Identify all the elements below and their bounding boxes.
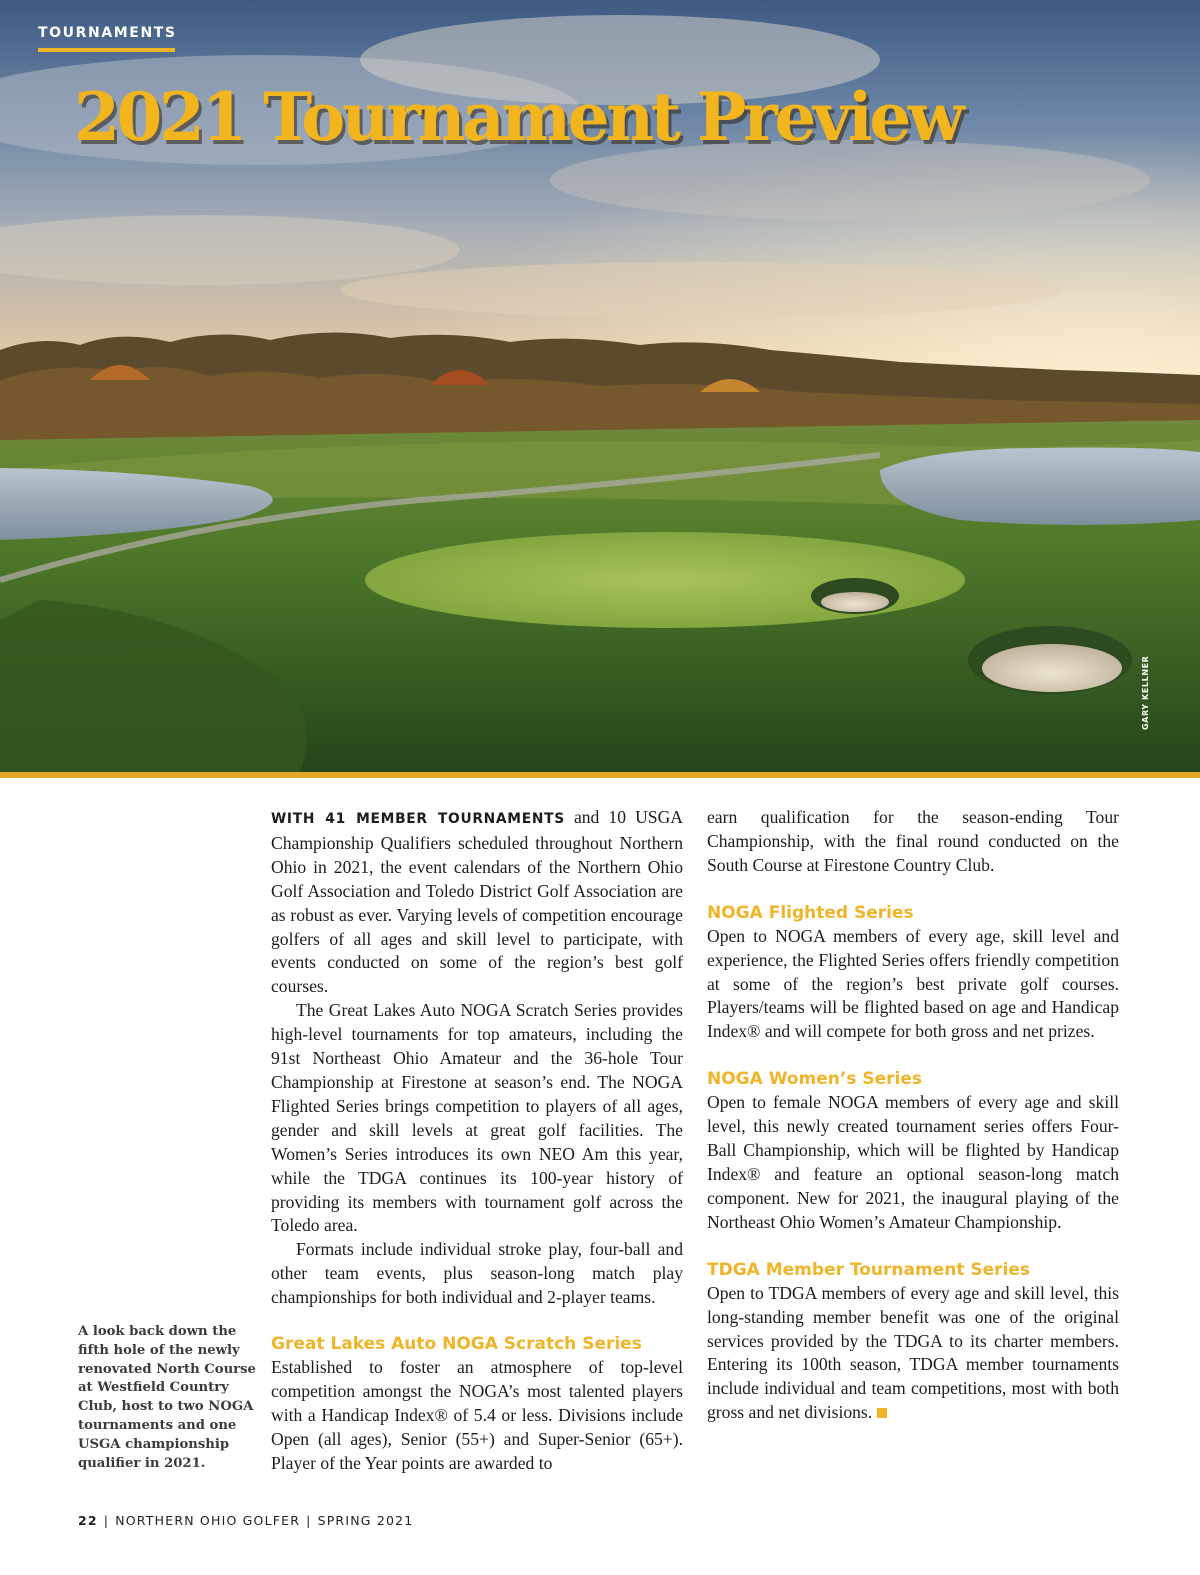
- section-tag: TOURNAMENTS: [38, 25, 177, 41]
- photo-caption: A look back down the fifth hole of the newly renovated North Course at Westfield Country Club, host to two NOGA tournaments and one USGA championship qualifier in 2021.: [78, 1324, 256, 1471]
- lead-in: WITH 41 MEMBER TOURNAMENTS: [271, 811, 565, 827]
- section-heading-tdga-series: TDGA Member Tournament Series: [707, 1259, 1030, 1280]
- publication-name: NORTHERN OHIO GOLFER: [115, 1513, 301, 1528]
- issue-date: SPRING 2021: [317, 1513, 414, 1528]
- hero-divider: [0, 772, 1200, 778]
- section-body-womens-series: Open to female NOGA members of every age and skill level, this newly created tournament series offers Four-Ball Championship, which will be flighted by Handicap Index® and feature an optional season-long match component. New for 2021, the inaugural playing of the Northeast Ohio Women’s Amateur Championship.: [707, 1092, 1119, 1232]
- page-title: 2021 Tournament Preview: [74, 78, 962, 156]
- intro-paragraph-3: Formats include individual stroke play, four-ball and other team events, plus season-long match play championships for both individual and 2-player teams.: [271, 1239, 683, 1308]
- photo-credit: GARY KELLNER: [1141, 655, 1150, 730]
- section-heading-flighted-series: NOGA Flighted Series: [707, 902, 914, 923]
- section-tag-underline: [38, 48, 175, 52]
- article-column-right: [707, 806, 1119, 1425]
- tdga-text: Open to TDGA members of every age and skill level, this long-standing member benefit was one of the original services provided by the TDGA to its charter members. Entering its 100th season, TDGA member tournaments include individual and team competitions, most with both gross and net divisions.: [707, 1282, 1119, 1423]
- intro-paragraph: [271, 806, 683, 999]
- section-heading-womens-series: NOGA Women’s Series: [707, 1069, 923, 1090]
- article-column-left: [271, 806, 683, 1476]
- section-body-flighted-series: Open to NOGA members of every age, skill level and experience, the Flighted Series offers friendly competition at some of the region’s best private golf courses. Players/teams will be flighted based on age and Handicap Index® and will compete for both gross and net prizes.: [707, 925, 1119, 1042]
- footer-separator: |: [306, 1513, 312, 1528]
- section-body-tdga-series: [707, 1282, 1119, 1425]
- section-body-scratch-series-continued: earn qualification for the season-ending Tour Championship, with the final round conducted on the South Course at Firestone Country Club.: [707, 807, 1119, 875]
- intro-text: and 10 USGA Championship Qualifiers scheduled throughout Northern Ohio in 2021, the event calendars of the Northern Ohio Golf Association and Toledo District Golf Association are as robust as ever. Varying levels of competition encourage golfers of all ages and skill level to participate, with events conducted on some of the region’s best golf courses.: [271, 807, 683, 997]
- page-number: 22: [78, 1513, 98, 1528]
- footer-separator: |: [103, 1513, 110, 1528]
- section-body-scratch-series: Established to foster an atmosphere of top-level competition amongst the NOGA’s most talented players with a Handicap Index® of 5.4 or less. Divisions include Open (all ages), Senior (55+) and Super-Senior (65+). Player of the Year points are awarded to: [271, 1357, 683, 1473]
- intro-paragraph-2: The Great Lakes Auto NOGA Scratch Series provides high-level tournaments for top amateurs, including the 91st Northeast Ohio Amateur and the 36-hole Tour Championship at Firestone at season’s end. The NOGA Flighted Series brings competition to players of all ages, gender and skill levels at great golf facilities. The Women’s Series introduces its own NEO Am this year, while the TDGA continues its 100-year history of providing its members with tournament golf across the Toledo area.: [271, 1000, 683, 1236]
- page-footer: [78, 1513, 413, 1528]
- hero-photo: [0, 0, 1200, 772]
- section-heading-scratch-series: Great Lakes Auto NOGA Scratch Series: [271, 1334, 642, 1355]
- end-mark-icon: [877, 1408, 887, 1418]
